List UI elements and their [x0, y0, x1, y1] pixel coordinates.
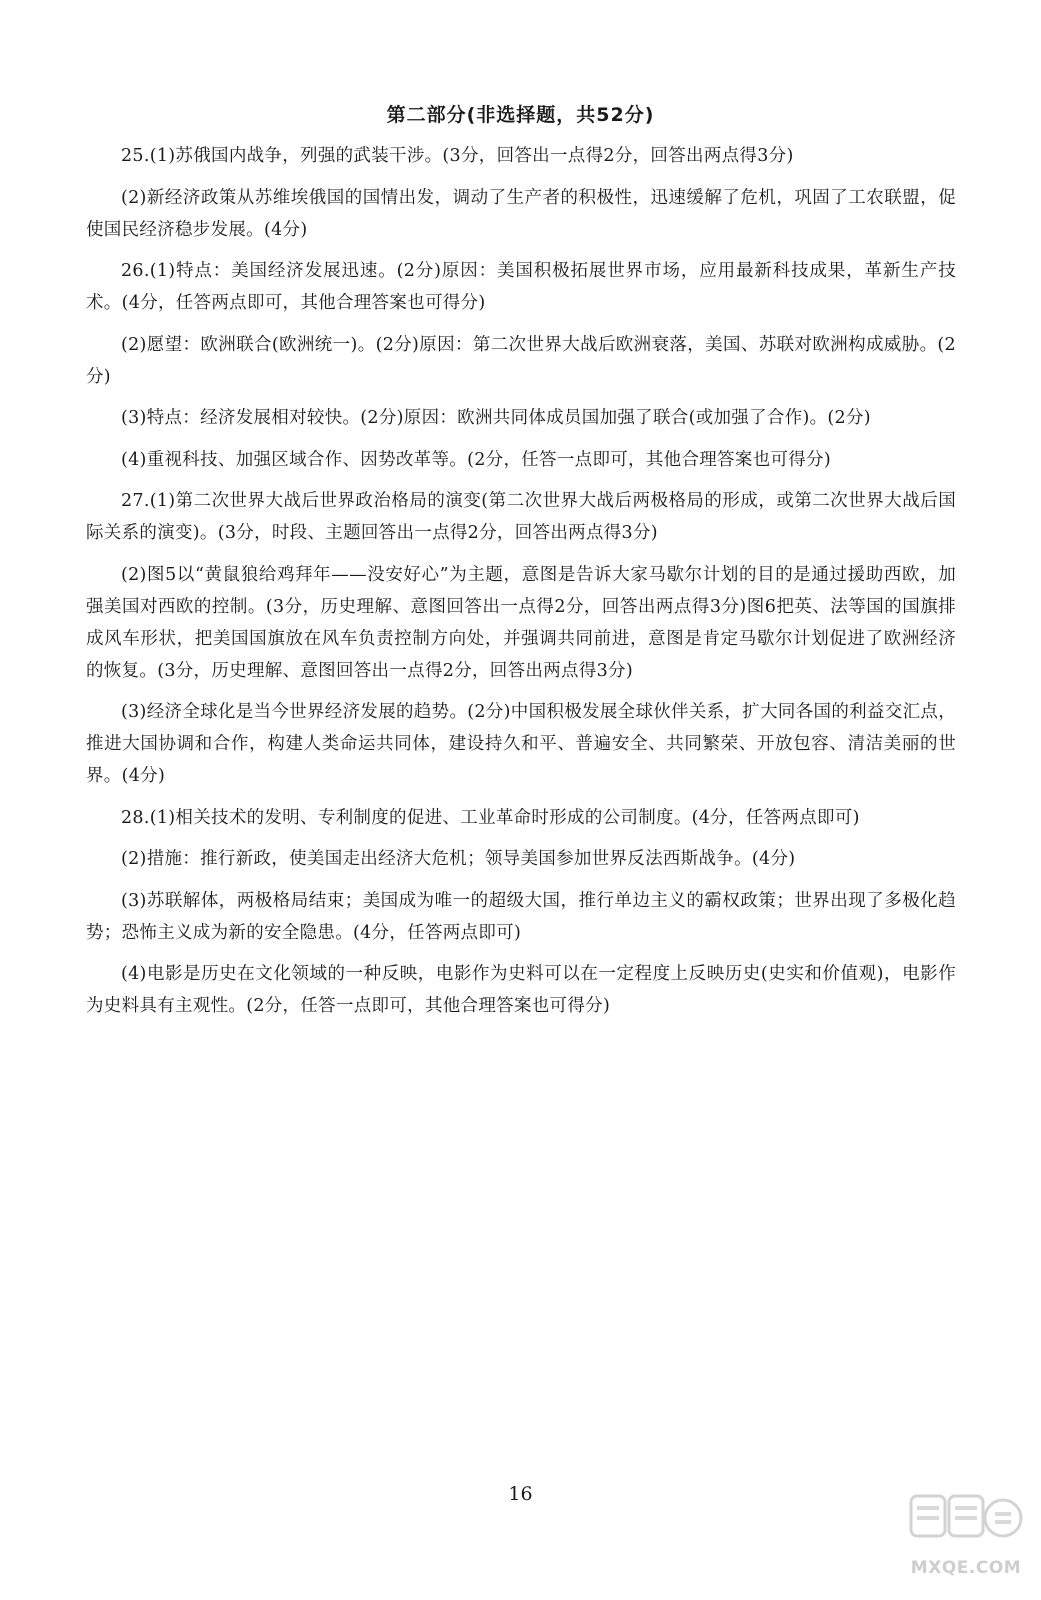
answer-paragraph: (3)特点：经济发展相对较快。(2分)原因：欧洲共同体成员国加强了联合(或加强了合作)。(2分) — [121, 408, 871, 428]
watermark-logo-icon — [907, 1486, 1025, 1558]
watermark-text: MXQE.COM — [910, 1558, 1022, 1578]
answer-paragraph: 25.(1)苏俄国内战争，列强的武装干涉。(3分，回答出一点得2分，回答出两点得3分) — [121, 146, 794, 166]
section-title: 第二部分(非选择题，共52分) — [386, 104, 655, 126]
answer-paragraph: 28.(1)相关技术的发明、专利制度的促进、工业革命时形成的公司制度。(4分，任答两点即可) — [121, 807, 860, 828]
answer-paragraph: (4)电影是历史在文化领域的一种反映，电影作为史料可以在一定程度上反映历史(史实和价值观)，电影作为史料具有主观性。(2分，任答一点即可，其他合理答案也可得分) — [86, 964, 956, 1016]
answer-paragraph: (2)图5以“黄鼠狼给鸡拜年——没安好心”为主题，意图是告诉大家马歇尔计划的目的是通过援助西欧，加强美国对西欧的控制。(3分，历史理解、意图回答出一点得2分，回答出两点得3分)图6把英、法等国的国旗排成风车形状，把美国国旗放在风车负责控制方向处，并强调共同前进，意图是肯定马歇尔计划促进了欧洲经济的恢复。(3分，历史理解、意图回答出一点得2分，回答出两点得3分) — [86, 564, 956, 681]
page-number: 16 — [508, 1483, 533, 1505]
answer-content — [86, 140, 956, 1032]
answer-paragraph: (2)措施：推行新政，使美国走出经济大危机；领导美国参加世界反法西斯战争。(4分) — [121, 849, 796, 869]
answer-paragraph: 26.(1)特点：美国经济发展迅速。(2分)原因：美国积极拓展世界市场，应用最新科技成果，革新生产技术。(4分，任答两点即可，其他合理答案也可得分) — [86, 261, 956, 313]
answer-paragraph: (2)愿望：欧洲联合(欧洲统一)。(2分)原因：第二次世界大战后欧洲衰落，美国、苏联对欧洲构成威胁。(2分) — [86, 334, 956, 387]
answer-paragraph: (3)苏联解体，两极格局结束；美国成为唯一的超级大国，推行单边主义的霸权政策；世界出现了多极化趋势；恐怖主义成为新的安全隐患。(4分，任答两点即可) — [86, 890, 956, 943]
answer-paragraph: (3)经济全球化是当今世界经济发展的趋势。(2分)中国积极发展全球伙伴关系，扩大同各国的利益交汇点，推进大国协调和合作，构建人类命运共同体，建设持久和平、普遍安全、共同繁荣、开放包容、清洁美丽的世界。(4分) — [86, 702, 956, 786]
answer-paragraph: (4)重视科技、加强区域合作、因势改革等。(2分，任答一点即可，其他合理答案也可得分) — [121, 449, 831, 470]
watermark-logo — [907, 1486, 1025, 1582]
answer-paragraph: 27.(1)第二次世界大战后世界政治格局的演变(第二次世界大战后两极格局的形成，或第二次世界大战后国际关系的演变)。(3分，时段、主题回答出一点得2分，回答出两点得3分) — [86, 491, 956, 543]
answer-paragraph: (2)新经济政策从苏维埃俄国的国情出发，调动了生产者的积极性，迅速缓解了危机，巩固了工农联盟，促使国民经济稳步发展。(4分) — [86, 187, 956, 240]
